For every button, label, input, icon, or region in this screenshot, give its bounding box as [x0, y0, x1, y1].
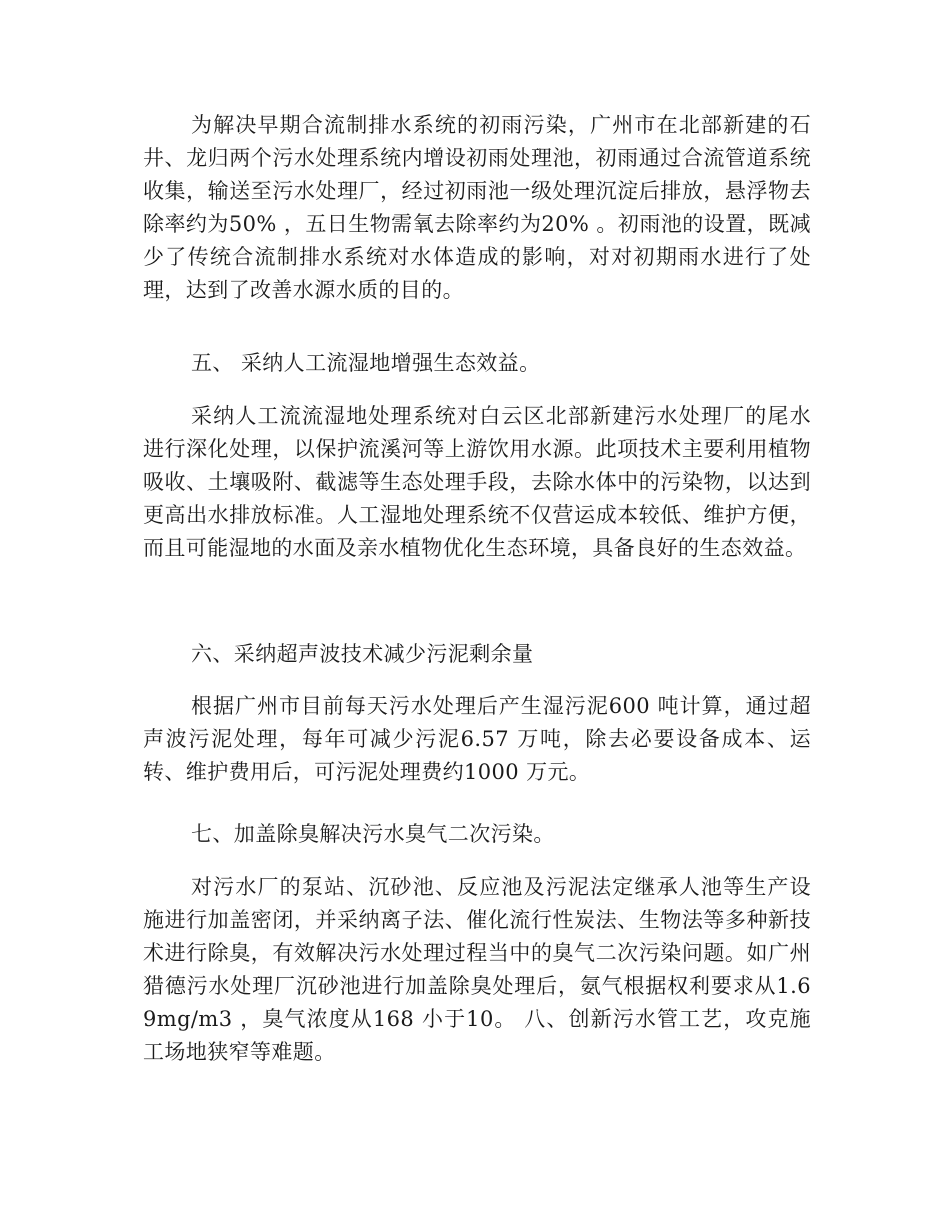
paragraph-deodorization: 对污水厂的泵站、沉砂池、反应池及污泥法定继承人池等生产设施进行加盖密闭，并采纳离子法、催化流行性炭法、生物法等多种新技术进行除臭，有效解决污水处理过程当中的臭气二次污染问题。如广州猎德污水处理厂沉砂池进行加盖除臭处理后，氨气根据权利要求从1.69mg/m3 ，臭气浓度从168 小于10。 八、创新污水管工艺，攻克施工场地狭窄等难题。 [143, 875, 811, 1064]
paragraph-wetland: 采纳人工流流湿地处理系统对白云区北部新建污水处理厂的尾水进行深化处理，以保护流溪河等上游饮用水源。此项技术主要利用植物吸收、土壤吸附、截滤等生态处理手段，去除水体中的污染物，以达到更高出水排放标准。人工湿地处理系统不仅营运成本较低、维护方便，而且可能湿地的水面及亲水植物优化生态环境，具备良好的生态效益。 [143, 404, 811, 560]
heading-section-5: 五、 采纳人工流湿地增强生态效益。 [191, 351, 541, 375]
heading-section-7: 七、加盖除臭解决污水臭气二次污染。 [191, 822, 555, 846]
paragraph-ultrasonic-sludge: 根据广州市目前每天污水处理后产生湿污泥600 吨计算，通过超声波污泥处理，每年可减少污泥6.57 万吨，除去必要设备成本、运转、维护费用后，可污泥处理费约1000 万元。 [143, 694, 811, 784]
heading-section-6: 六、采纳超声波技术减少污泥剩余量 [191, 642, 534, 666]
paragraph-initial-rain: 为解决早期合流制排水系统的初雨污染，广州市在北部新建的石井、龙归两个污水处理系统内增设初雨处理池，初雨通过合流管道系统收集，输送至污水处理厂，经过初雨池一级处理沉淀后排放，悬浮物去除率约为50% ，五日生物需氧去除率约为20% 。初雨池的设置，既减少了传统合流制排水系统对水体造成的影响，对对初期雨水进行了处理，达到了改善水源水质的目的。 [143, 113, 811, 302]
